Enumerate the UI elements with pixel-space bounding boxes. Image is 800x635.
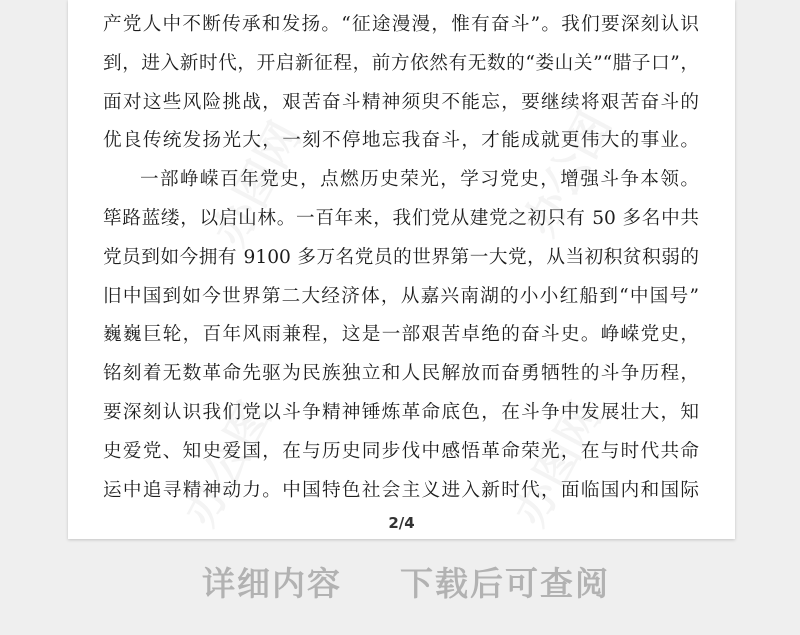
document-body [103, 6, 699, 510]
paragraph-first-line: 一部峥嵘百年党史，点燃历史荣光，学习党史，增强斗争本领。 [140, 169, 699, 191]
document-page [68, 0, 735, 539]
text-line: 面对这些风险挑战，艰苦奋斗精神须臾不能忘，要继续将艰苦奋斗的 [103, 91, 699, 113]
text-line: 到，进入新时代，开启新征程，前方依然有无数的“娄山关”“腊子口”， [103, 52, 699, 74]
page-number: 2/4 [388, 514, 415, 532]
text-line: 巍巍巨轮，百年风雨兼程，这是一部艰苦卓绝的奋斗史。峥嵘党史， [103, 324, 699, 346]
download-hint-label: 下载后可查阅 [400, 564, 610, 603]
text-line: 筚路蓝缕，以启山林。一百年来，我们党从建党之初只有 50 多名中共 [103, 207, 699, 229]
text-line: 要深刻认识我们党以斗争精神锤炼革命底色，在斗争中发展壮大，知 [103, 401, 699, 423]
details-label: 详细内容 [202, 564, 342, 603]
text-line: 旧中国到如今世界第二大经济体，从嘉兴南湖的小小红船到“中国号” [103, 285, 699, 307]
text-line: 产党人中不断传承和发扬。“征途漫漫，惟有奋斗”。我们要深刻认识 [103, 14, 699, 35]
text-line: 优良传统发扬光大，一刻不停地忘我奋斗，才能成就更伟大的事业。 [103, 130, 699, 152]
text-line: 党员到如今拥有 9100 多万名党员的世界第一大党，从当初积贫积弱的 [103, 246, 699, 268]
download-banner [0, 556, 800, 612]
text-line: 史爱党、知史爱国，在与历史同步伐中感悟革命荣光，在与时代共命 [103, 440, 699, 462]
text-line: 铭刻着无数革命先驱为民族独立和人民解放而奋勇牺牲的斗争历程， [103, 363, 699, 385]
text-line: 运中追寻精神动力。中国特色社会主义进入新时代，面临国内和国际 [103, 479, 699, 501]
